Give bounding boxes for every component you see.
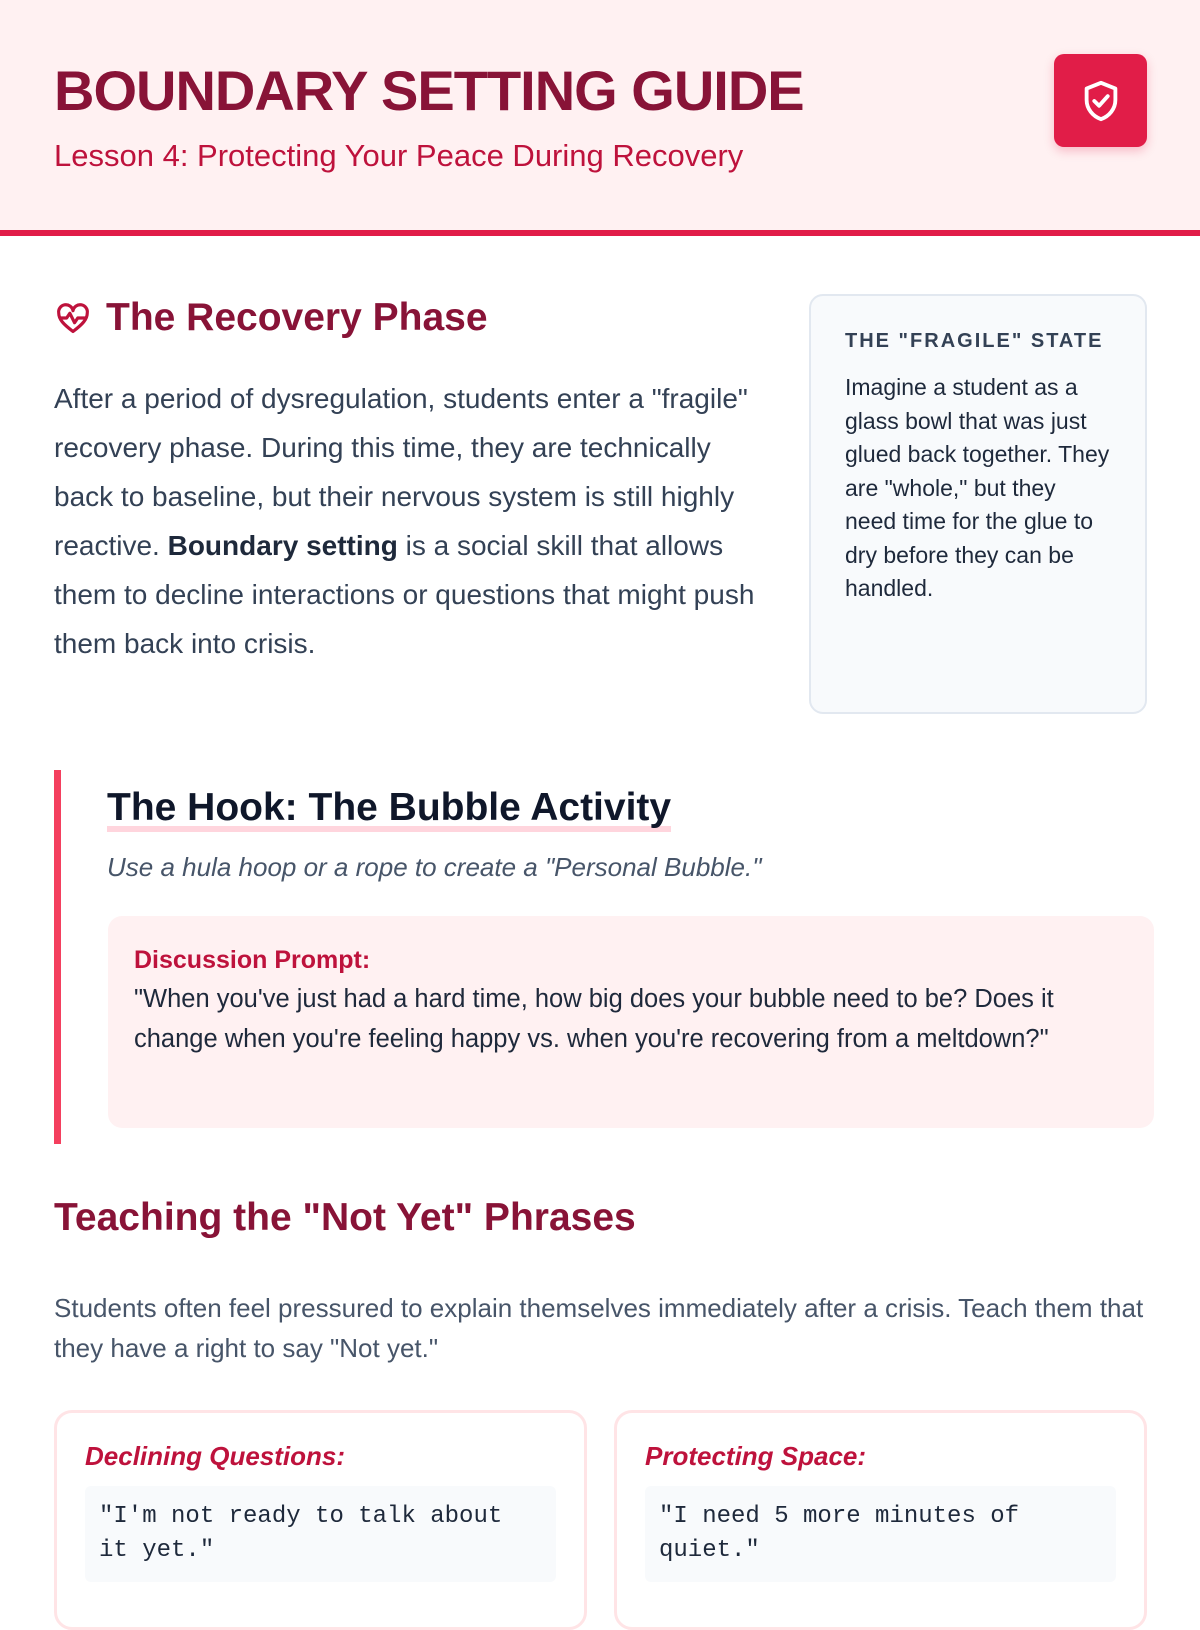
discussion-prompt-label: Discussion Prompt: [134,946,371,974]
recovery-heading [54,296,488,340]
intro-text-start: After a period of dysregulation, students enter a "fragile" recovery phase. During this time, they are technically back to baseline, but their nervous system is still highly reactive. [54,383,748,561]
shield-check-icon [1078,78,1124,124]
phrase-card-label: Declining Questions: [85,1441,346,1471]
hook-heading: The Hook: The Bubble Activity [107,786,672,829]
hook-section [54,770,1148,1144]
phrase-example: "I'm not ready to talk about it yet." [85,1486,556,1582]
intro-bold-term: Boundary setting [167,530,398,561]
phrase-card-label: Protecting Space: [645,1441,867,1471]
shield-badge [1054,54,1147,147]
callout-label: THE "FRAGILE" STATE [845,330,1104,352]
intro-text-end: is a social skill that allows them to decline interactions or questions that might push them back into crisis. [54,530,755,659]
recovery-heading-text: The Recovery Phase [106,296,488,339]
page-title: BOUNDARY SETTING GUIDE [54,59,804,122]
recovery-intro [54,374,774,668]
page-subtitle: Lesson 4: Protecting Your Peace During Recovery [54,138,744,173]
hook-instruction: Use a hula hoop or a rope to create a "Personal Bubble." [107,852,762,882]
phrase-example: "I need 5 more minutes of quiet." [645,1486,1116,1582]
discussion-prompt-box [108,916,1154,1128]
heart-pulse-icon [54,299,92,337]
callout-text: Imagine a student as a glass bowl that was just glued back together. They are "whole," but they need time for the glue to dry before they can be handled. [845,374,1110,601]
phrase-card [614,1410,1147,1630]
discussion-prompt-text: "When you've just had a hard time, how big does your bubble need to be? Does it change when you're feeling happy vs. when you're recovering from a meltdown?" [134,985,1054,1053]
page-header [0,0,1200,236]
phrase-card [54,1410,587,1630]
not-yet-intro: Students often feel pressured to explain themselves immediately after a crisis. Teach them that they have a right to say "Not yet." [54,1293,1144,1363]
not-yet-heading: Teaching the "Not Yet" Phrases [54,1196,636,1239]
fragile-state-callout [809,294,1147,714]
